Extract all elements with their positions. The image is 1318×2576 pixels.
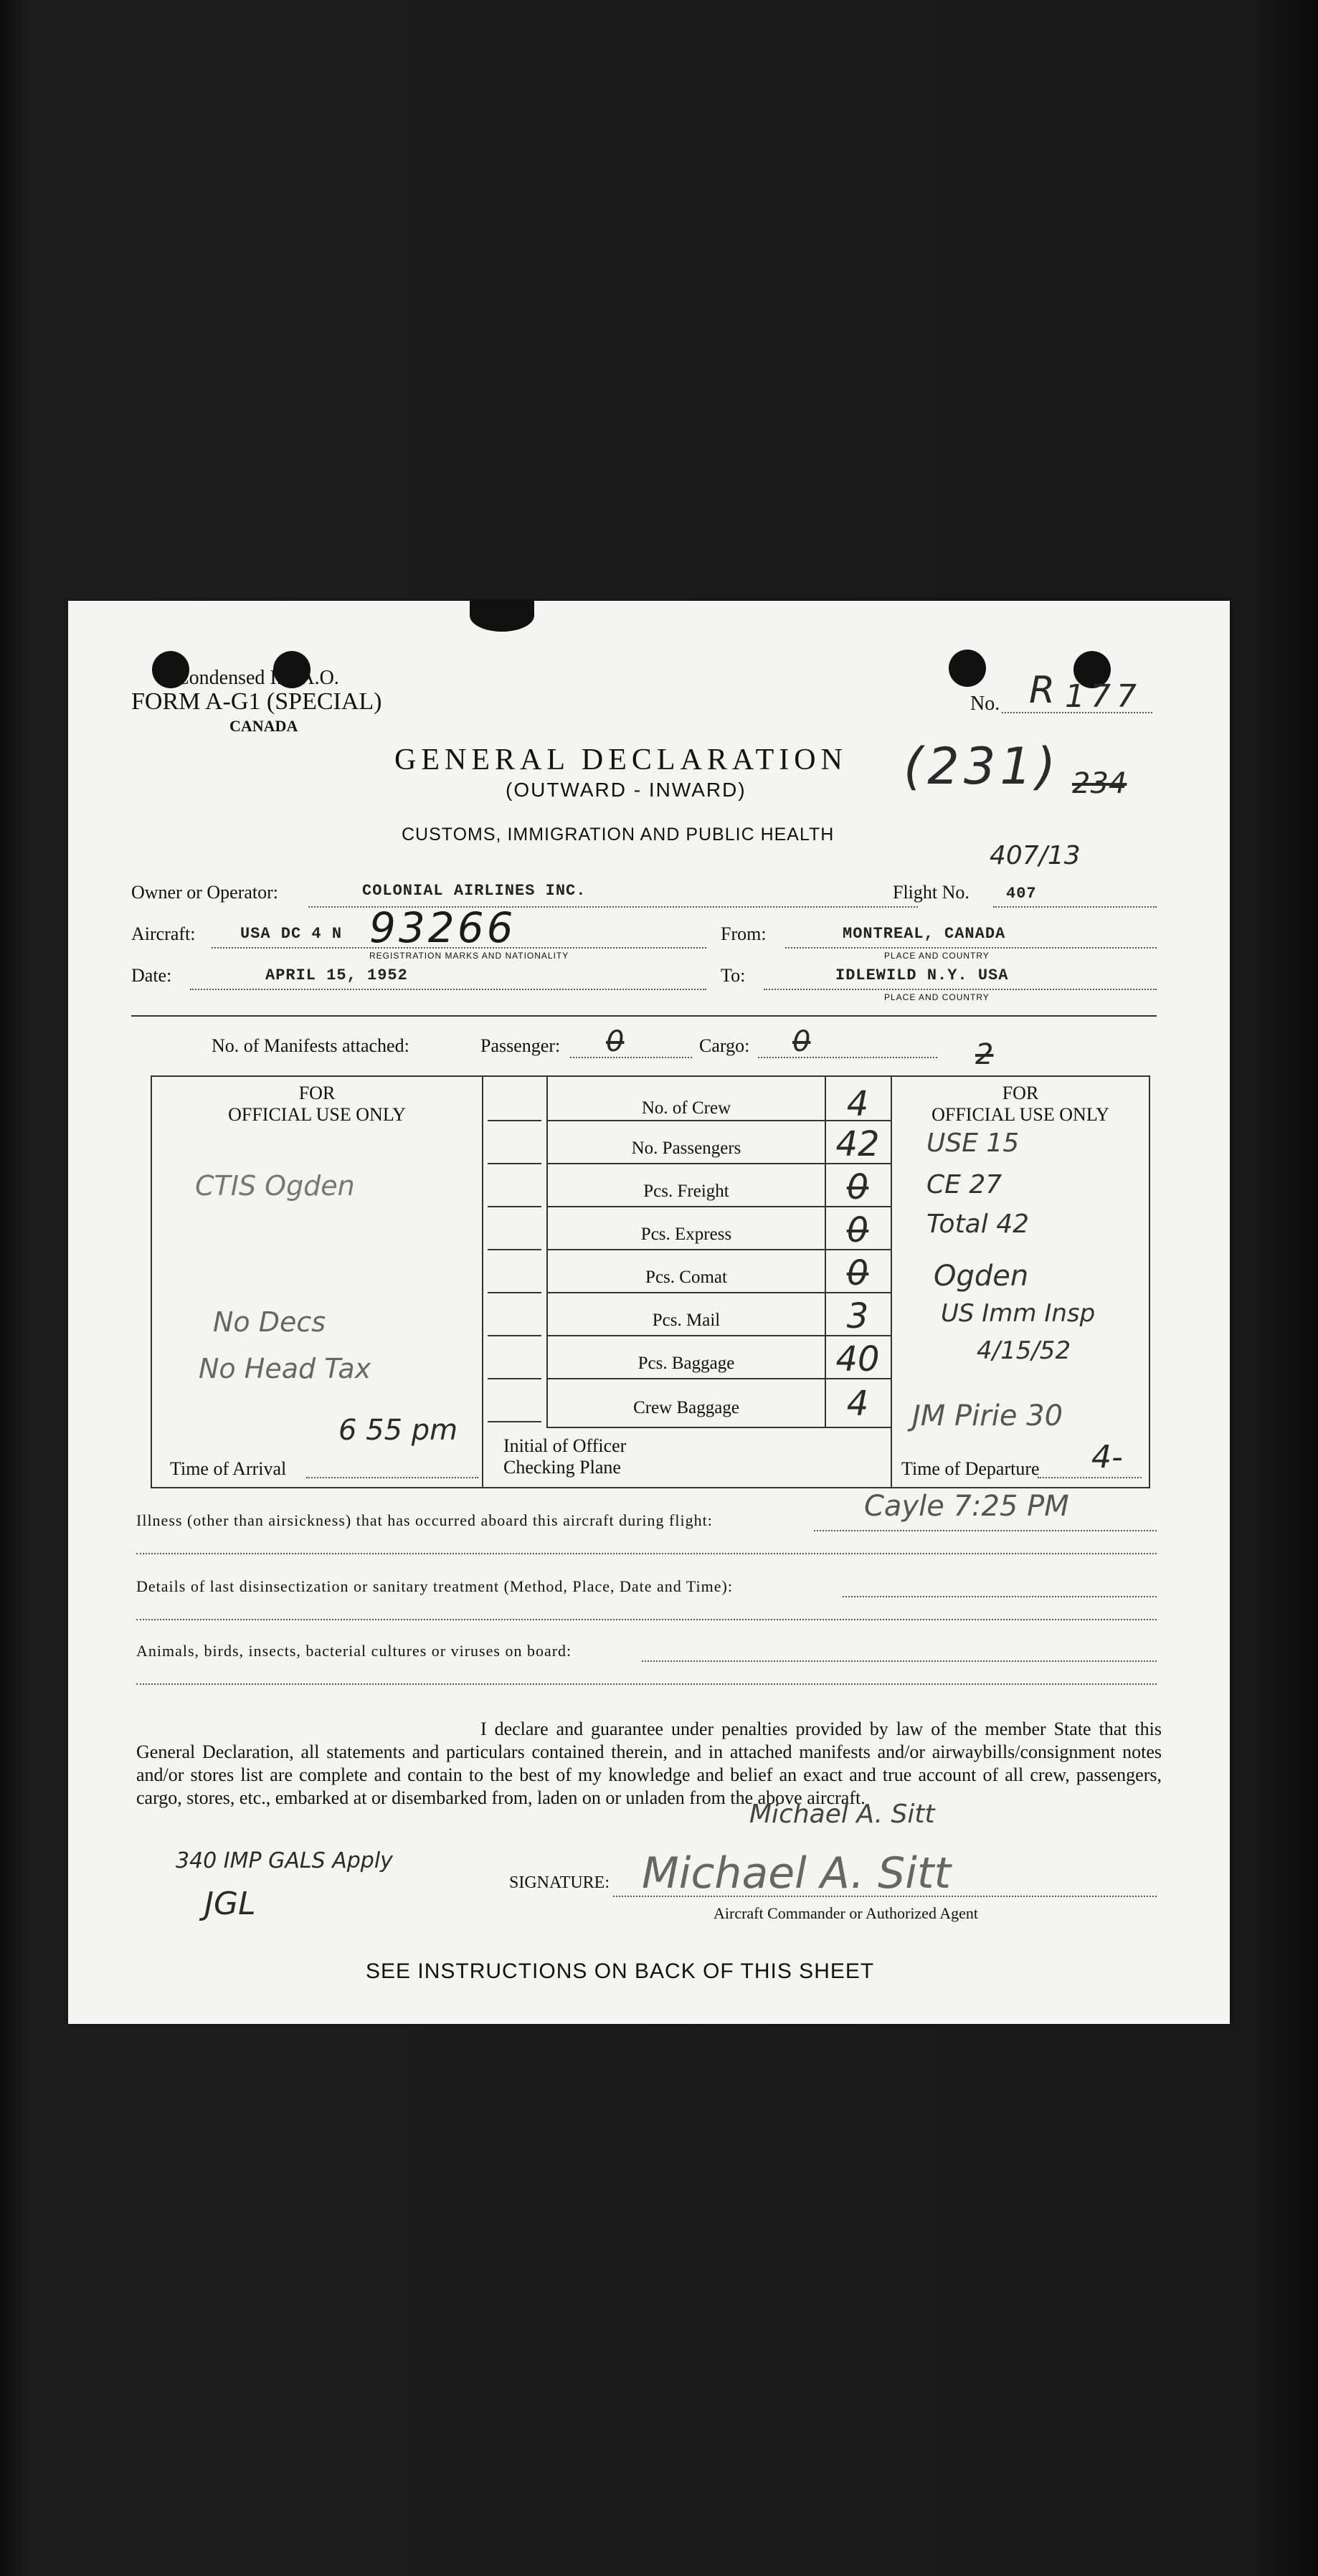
signature-top-handwritten: Michael A. Sitt: [749, 1800, 935, 1829]
table-row: [548, 1206, 891, 1250]
cargo-line: [758, 1034, 937, 1058]
general-declaration-form: [68, 601, 1230, 2024]
animals-line: [642, 1642, 1157, 1662]
left-note-2: No Decs: [213, 1306, 326, 1338]
row-value: 0: [846, 1210, 869, 1250]
row-label: Pcs. Baggage: [637, 1354, 735, 1373]
right-official-header: FOR OFFICIAL USE ONLY: [931, 1083, 1109, 1125]
row-label: Crew Baggage: [633, 1398, 739, 1417]
aircraft-sublabel: REGISTRATION MARKS AND NATIONALITY: [369, 951, 569, 961]
row-value: 4: [846, 1084, 869, 1124]
date-label: Date:: [131, 965, 172, 986]
signature-label: SIGNATURE:: [509, 1873, 610, 1892]
cargo-value: 0: [792, 1025, 811, 1058]
from-sublabel: PLACE AND COUNTRY: [884, 951, 990, 961]
reference-struck: 234: [1072, 767, 1127, 800]
footer-instructions: SEE INSTRUCTIONS ON BACK OF THIS SHEET: [366, 1959, 875, 1983]
row-label: Pcs. Freight: [643, 1182, 729, 1201]
animals-line-2: [136, 1665, 1157, 1685]
punch-hole: [949, 650, 986, 687]
from-label: From:: [721, 923, 767, 944]
no-label: No.: [970, 693, 1000, 715]
cargo-label: Cargo:: [699, 1035, 750, 1056]
table-row: [548, 1378, 891, 1428]
right-note-1: USE 15: [926, 1128, 1020, 1158]
flight-handwritten: 407/13: [990, 841, 1081, 870]
no-prefix-handwritten: R: [1029, 669, 1056, 712]
table-row: [548, 1335, 891, 1379]
signature-sublabel: Aircraft Commander or Authorized Agent: [713, 1904, 979, 1922]
manifests-label: No. of Manifests attached:: [212, 1035, 409, 1056]
illness-question: Illness (other than airsickness) that has occurred aboard this aircraft during flight:: [136, 1511, 713, 1529]
table-row: [548, 1163, 891, 1207]
country-label: CANADA: [229, 717, 298, 735]
reference-handwritten: (231): [904, 737, 1061, 796]
illness-line-2: [136, 1534, 1157, 1554]
row-label: Pcs. Express: [640, 1225, 732, 1244]
to-sublabel: PLACE AND COUNTRY: [884, 992, 990, 1002]
right-note-4: Ogden: [934, 1260, 1029, 1293]
disinsectization-line: [843, 1577, 1157, 1597]
flight-label: Flight No.: [893, 882, 969, 903]
fuel-note-handwritten: 340 IMP GALS Apply: [176, 1848, 393, 1873]
table-row: [548, 1120, 891, 1164]
column-divider: [482, 1077, 483, 1487]
row-label: Pcs. Comat: [645, 1268, 727, 1287]
departure-note-handwritten: Cayle 7:25 PM: [864, 1490, 1069, 1523]
passenger-label: Passenger:: [480, 1035, 561, 1056]
right-note-2: CE 27: [926, 1170, 1002, 1199]
arrival-time-handwritten: 6 55 pm: [338, 1414, 458, 1447]
right-note-5: US Imm Insp: [941, 1299, 1096, 1328]
row-value: 3: [846, 1296, 869, 1336]
left-official-header: FOR OFFICIAL USE ONLY: [228, 1083, 406, 1125]
departure-handwritten: 4-: [1091, 1439, 1123, 1475]
aircraft-registration-handwritten: 93266: [369, 903, 516, 952]
row-value: 42: [835, 1124, 880, 1164]
no-value-handwritten: 177: [1065, 678, 1142, 715]
flight-value: 407: [1006, 885, 1037, 903]
owner-label: Owner or Operator:: [131, 882, 279, 903]
passenger-value: 0: [606, 1025, 625, 1058]
right-note-6: 4/15/52: [977, 1336, 1071, 1365]
row-label: No. Passengers: [631, 1139, 741, 1158]
divider: [131, 1015, 1157, 1017]
form-number: FORM A-G1 (SPECIAL): [131, 688, 382, 715]
table-row: [548, 1292, 891, 1336]
extra-value: 2: [975, 1038, 994, 1071]
table-row: [548, 1249, 891, 1293]
departure-label: Time of Departure: [901, 1458, 1040, 1479]
initials-handwritten: JGL: [204, 1886, 256, 1922]
condensed-label: Condensed I.C.A.O.: [176, 667, 339, 689]
form-title: GENERAL DECLARATION: [394, 743, 848, 776]
owner-value: COLONIAL AIRLINES INC.: [362, 882, 587, 900]
row-label: Pcs. Mail: [652, 1311, 721, 1330]
aircraft-label: Aircraft:: [131, 923, 196, 944]
value-divider: [825, 1077, 826, 1427]
date-value: APRIL 15, 1952: [265, 966, 408, 984]
row-value: 0: [846, 1253, 869, 1293]
illness-line: [814, 1511, 1157, 1531]
torn-mark: [470, 599, 534, 632]
row-label: No. of Crew: [641, 1098, 731, 1118]
disinsectization-question: Details of last disinsectization or sanitary treatment (Method, Place, Date and Time):: [136, 1577, 733, 1595]
column-divider: [891, 1077, 892, 1487]
section-title: CUSTOMS, IMMIGRATION AND PUBLIC HEALTH: [402, 824, 835, 845]
right-note-7: JM Pirie 30: [912, 1399, 1063, 1432]
left-note-1: CTIS Ogden: [195, 1170, 355, 1202]
passenger-line: [570, 1034, 692, 1058]
to-label: To:: [721, 965, 746, 986]
form-subtitle: (OUTWARD - INWARD): [506, 779, 746, 801]
signature-handwritten: Michael A. Sitt: [642, 1848, 951, 1898]
right-note-3: Total 42: [926, 1209, 1029, 1239]
row-value: 40: [835, 1339, 880, 1379]
row-value: 0: [846, 1167, 869, 1207]
declaration-text: I declare and guarantee under penalties provided by law of the member State that this General Declaration, all statements and particulars contained therein, and in attached manifests and/or airwaybills/consignment notes and/or stores list are complete and contain to the best of my knowledge and belief an exact and true account of all crew, passengers, cargo, stores, etc., embarked at or disembarked from, laden on or unladen from the above aircraft.: [136, 1719, 1162, 1808]
animals-question: Animals, birds, insects, bacterial cultures or viruses on board:: [136, 1642, 572, 1660]
arrival-line: [306, 1457, 478, 1478]
officer-initial-label: Initial of Officer Checking Plane: [503, 1435, 627, 1478]
aircraft-value: USA DC 4 N: [240, 925, 343, 943]
departure-line: [1038, 1457, 1142, 1478]
row-value: 4: [846, 1384, 869, 1424]
disinsectization-line-2: [136, 1600, 1157, 1620]
arrival-label: Time of Arrival: [170, 1458, 287, 1479]
count-rows: [548, 1077, 891, 1428]
table-row: [548, 1077, 891, 1124]
to-value: IDLEWILD N.Y. USA: [835, 966, 1009, 984]
check-column: [488, 1120, 541, 1421]
from-value: MONTREAL, CANADA: [843, 925, 1006, 943]
official-table: [151, 1075, 1150, 1488]
left-note-3: No Head Tax: [199, 1353, 371, 1384]
